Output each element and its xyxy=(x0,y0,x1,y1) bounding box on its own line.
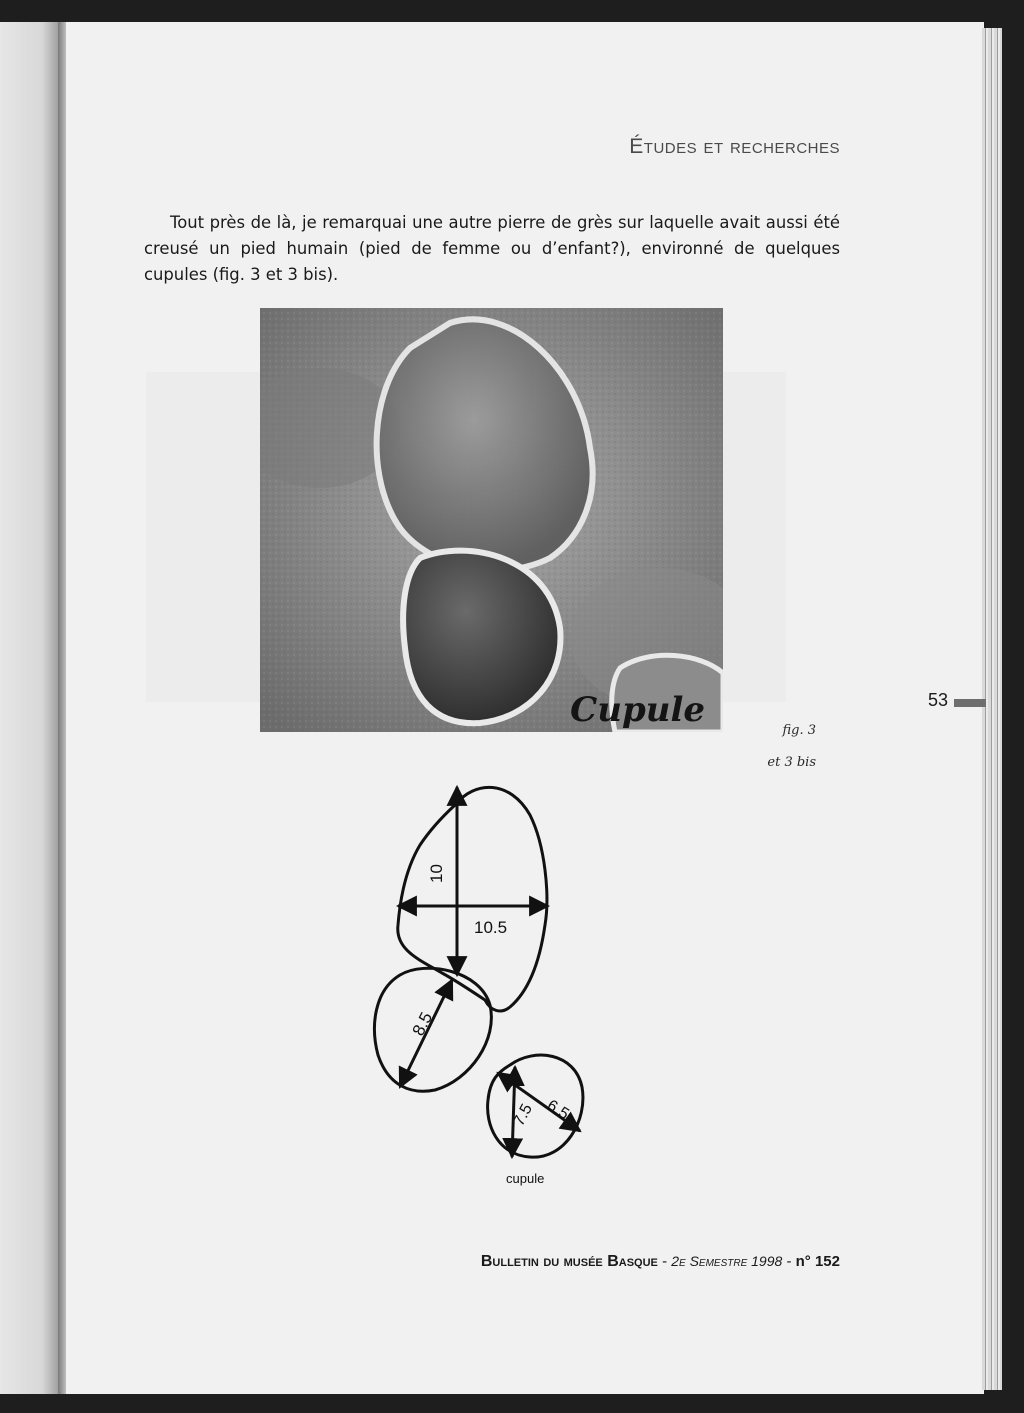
caption-line-2: et 3 bis xyxy=(767,755,816,770)
photo-image xyxy=(260,308,723,732)
width-label: 10.5 xyxy=(474,918,508,937)
footer-issue: n° 152 xyxy=(795,1253,840,1270)
footprint-photo xyxy=(260,308,723,732)
page-edges xyxy=(982,28,1002,1390)
cupule-label-a: 7.5 xyxy=(510,1101,536,1129)
running-footer xyxy=(481,1253,840,1271)
footer-separator-1: - xyxy=(662,1253,668,1270)
footer-semester: 2e Semestre 1998 xyxy=(671,1253,783,1269)
left-page-edge xyxy=(0,22,60,1394)
cupule-arrow-b xyxy=(498,1073,580,1131)
page-number-tab xyxy=(954,699,986,707)
section-header: Études et recherches xyxy=(629,135,840,158)
footer-publication: Bulletin du musée Basque xyxy=(480,1253,658,1270)
photo-handwritten-label: Cupule xyxy=(570,690,705,730)
cupule-label-b: 6.5 xyxy=(543,1096,572,1124)
heel-label: 8.5 xyxy=(408,1009,437,1039)
body-paragraph: Tout près de là, je remarquai une autre pierre de grès sur laquelle avait aussi été creusé un pied humain (pied de femme ou d’enfant?), environné de quelques cupules (fig. 3 et 3 bis). xyxy=(144,213,840,284)
footer-separator-2: - xyxy=(786,1253,792,1270)
footprint-outline xyxy=(398,787,547,1011)
caption-line-1: fig. 3 xyxy=(782,723,816,738)
footprint-diagram xyxy=(360,775,610,1190)
page-number: 53 xyxy=(928,690,949,710)
heel-outline xyxy=(374,968,491,1091)
figure-caption xyxy=(756,715,816,779)
cupule-name-label: cupule xyxy=(506,1171,545,1186)
length-label: 10 xyxy=(427,864,446,883)
